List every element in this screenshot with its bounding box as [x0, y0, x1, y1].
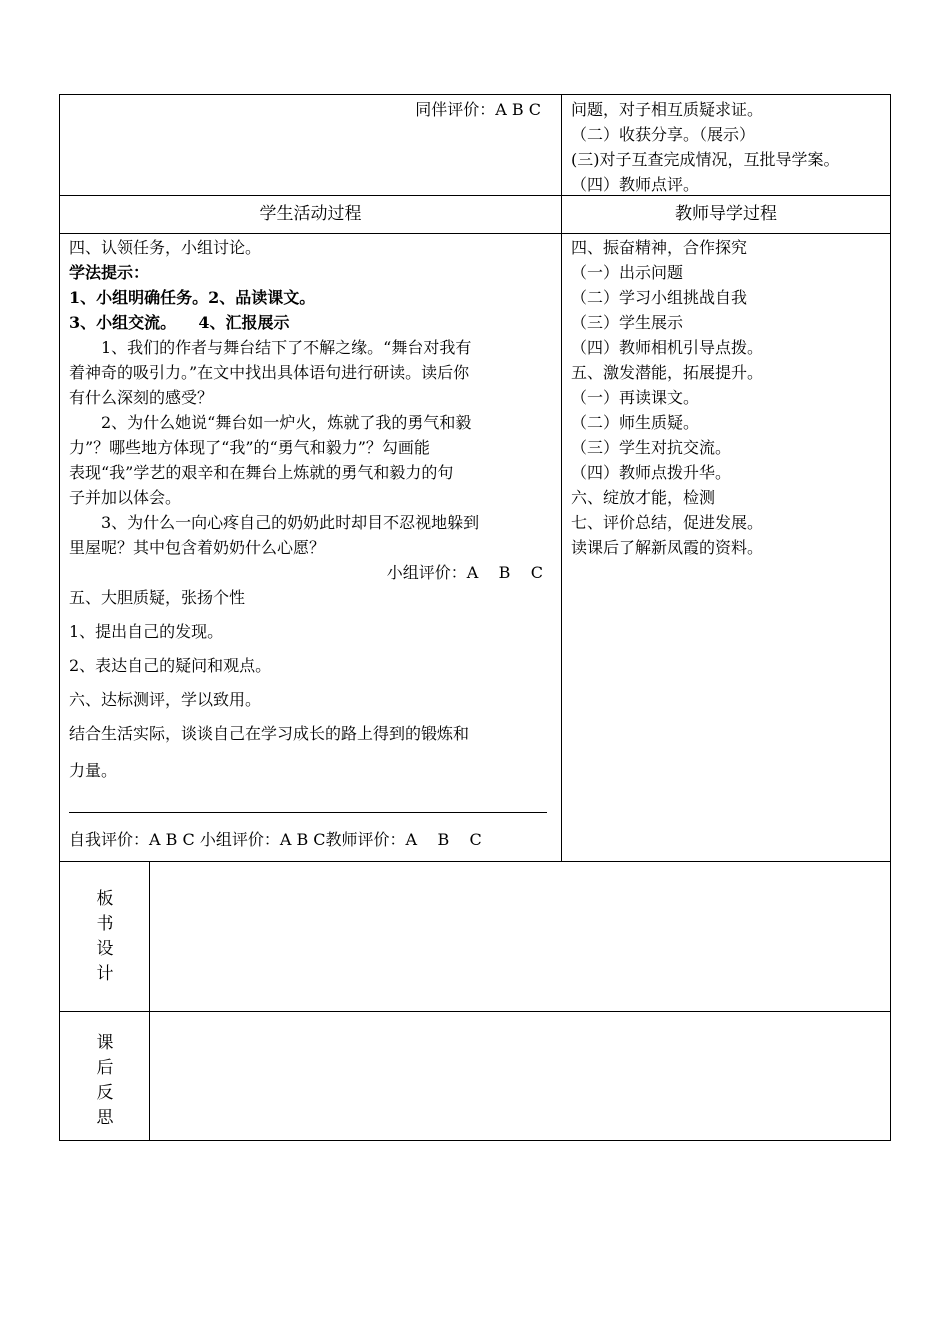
board-design-char: 书: [96, 914, 114, 934]
reflection-char: 后: [96, 1058, 114, 1078]
question-2-line: 表现“我”学艺的艰辛和在舞台上炼就的勇气和毅力的句: [69, 463, 454, 482]
teacher-line: （一）出示问题: [571, 263, 684, 282]
teacher-line: 七、评价总结，促进发展。: [571, 513, 764, 532]
question-2-line: 力”？哪些地方体现了“我”的“勇气和毅力”？勾画能: [69, 438, 430, 457]
reflection-char: 反: [96, 1083, 114, 1103]
question-2-line: 2、为什么她说“舞台如一炉火，炼就了我的勇气和毅: [69, 413, 472, 432]
board-design-content-cell[interactable]: [149, 861, 891, 1012]
teacher-line: （三）学生展示: [571, 313, 684, 332]
teacher-line: （四）教师点拨升华。: [571, 463, 732, 482]
final-evaluation: 自我评价：A B C 小组评价：A B C教师评价：A B C: [69, 830, 482, 849]
reflection-content-cell[interactable]: [149, 1011, 891, 1141]
board-design-char: 板: [96, 889, 114, 909]
study-tip-1: 1、小组明确任务。2、品读课文。: [69, 288, 316, 307]
question-2-line: 子并加以体会。: [69, 488, 182, 507]
student-activity-cell: [59, 233, 562, 862]
section-6-heading: 六、达标测评，学以致用。: [69, 690, 262, 709]
peer-evaluation: 同伴评价：A B C: [415, 100, 541, 119]
top-right-line: (三)对子互查完成情况，互批导学案。: [571, 150, 840, 169]
study-tip-2: 3、小组交流。 4、汇报展示: [69, 313, 290, 332]
teacher-guidance-cell: [561, 233, 891, 862]
answer-line: [69, 812, 547, 813]
teacher-line: 四、振奋精神，合作探究: [571, 238, 748, 257]
task-heading: 四、认领任务，小组讨论。: [69, 238, 262, 257]
student-header: 学生活动过程: [59, 195, 562, 234]
teacher-line: （二）师生质疑。: [571, 413, 700, 432]
teacher-line: 六、绽放才能，检测: [571, 488, 716, 507]
question-1-line: 着神奇的吸引力。”在文中找出具体语句进行研读。读后你: [69, 363, 470, 382]
group-evaluation: 小组评价：A B C: [386, 563, 543, 582]
reflection-char: 思: [96, 1108, 114, 1128]
section-5-heading: 五、大胆质疑，张扬个性: [69, 588, 246, 607]
board-design-char: 计: [96, 964, 114, 984]
reflection-label-cell: [59, 1011, 150, 1141]
top-right-cell: [561, 94, 891, 196]
top-right-line: 问题，对子相互质疑求证。: [571, 100, 764, 119]
question-1-line: 1、我们的作者与舞台结下了不解之缘。“舞台对我有: [69, 338, 472, 357]
top-right-line: （二）收获分享。（展示）: [571, 125, 756, 144]
question-3-line: 3、为什么一向心疼自己的奶奶此时却目不忍视地躲到: [69, 513, 480, 532]
section-5-item-1: 1、提出自己的发现。: [69, 622, 224, 641]
reflection-char: 课: [96, 1033, 114, 1053]
top-right-line: （四）教师点评。: [571, 175, 700, 194]
section-6-line: 力量。: [69, 761, 118, 780]
teacher-line: 五、激发潜能，拓展提升。: [571, 363, 764, 382]
board-design-char: 设: [96, 939, 114, 959]
section-5-item-2: 2、表达自己的疑问和观点。: [69, 656, 272, 675]
top-left-cell: [59, 94, 562, 196]
question-3-line: 里屋呢？其中包含着奶奶什么心愿？: [69, 538, 326, 557]
study-tips-label: 学法提示：: [69, 263, 150, 282]
teacher-line: （三）学生对抗交流。: [571, 438, 732, 457]
teacher-line: （四）教师相机引导点拨。: [571, 338, 764, 357]
teacher-line: 读课后了解新凤霞的资料。: [571, 538, 764, 557]
teacher-line: （二）学习小组挑战自我: [571, 288, 748, 307]
question-1-line: 有什么深刻的感受？: [69, 388, 214, 407]
teacher-header: 教师导学过程: [561, 195, 891, 234]
board-design-label-cell: [59, 861, 150, 1012]
teacher-line: （一）再读课文。: [571, 388, 700, 407]
section-6-line: 结合生活实际，谈谈自己在学习成长的路上得到的锻炼和: [69, 724, 470, 743]
